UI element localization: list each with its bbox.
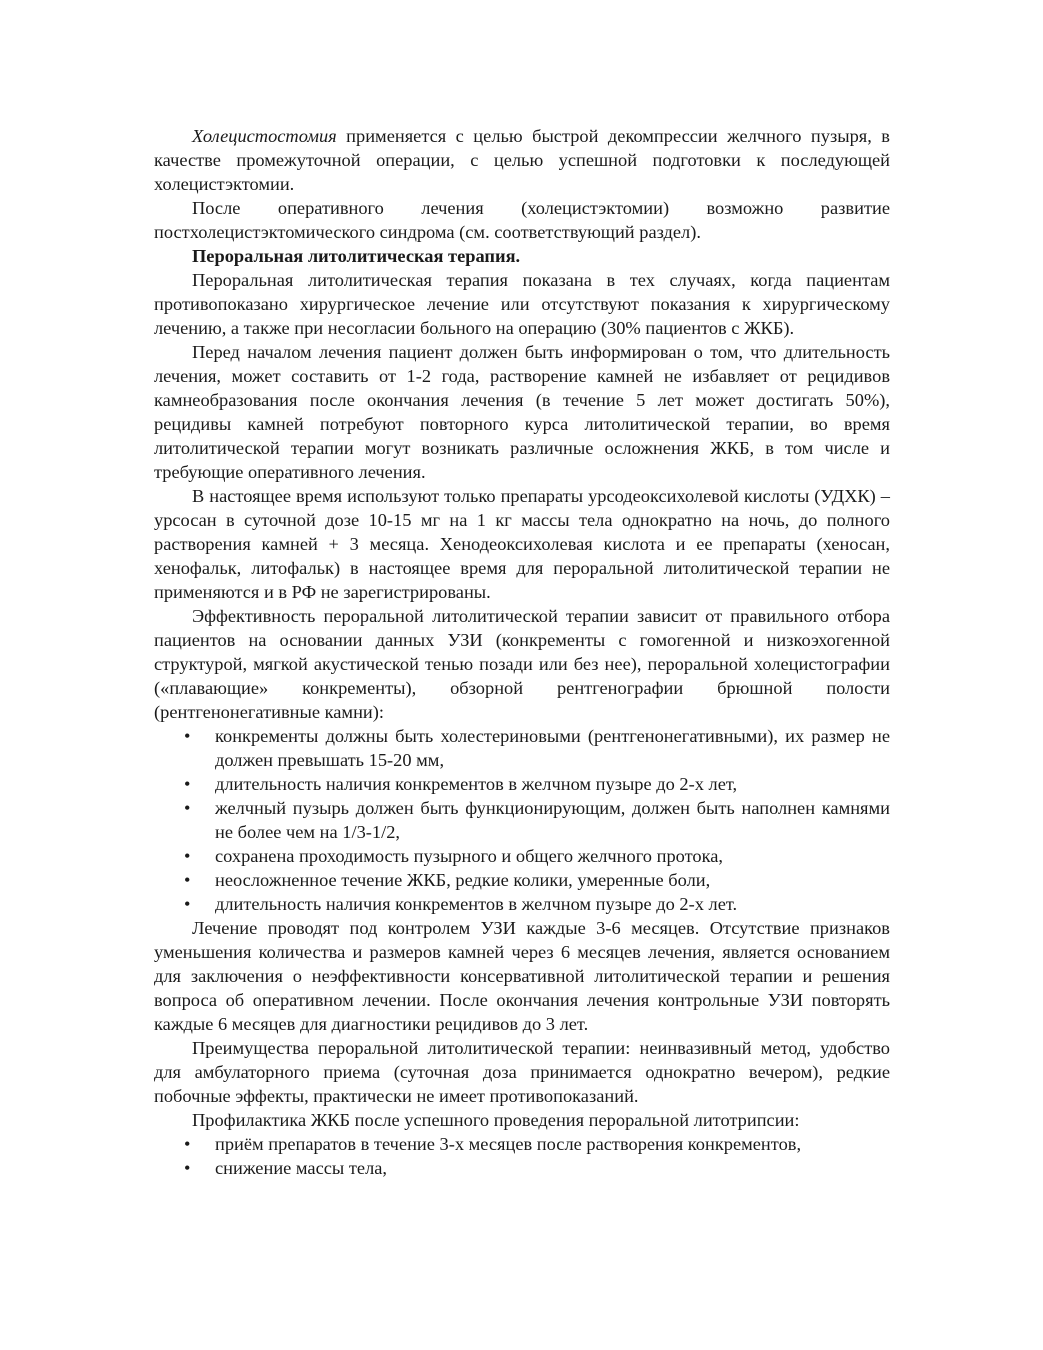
paragraph-postoperative: После оперативного лечения (холецистэктомии) возможно развитие постхолецистэктомического синдрома (см. соответствующий раздел). bbox=[154, 198, 890, 242]
list-item: • приём препаратов в течение 3-х месяцев после растворения конкрементов, bbox=[215, 1132, 890, 1156]
list-item: • сохранена проходимость пузырного и общего желчного протока, bbox=[215, 844, 890, 868]
paragraph-monitoring: Лечение проводят под контролем УЗИ каждые 3-6 месяцев. Отсутствие признаков уменьшения количества и размеров камней через 6 месяцев лечения, является основанием для заключения о неэффективности консервативной литолитической терапии и решения вопроса об оперативном лечении. После окончания лечения контрольные УЗИ повторять каждые 6 месяцев для диагностики рецидивов до 3 лет. bbox=[154, 918, 890, 1034]
paragraph-patient-information: Перед началом лечения пациент должен быть информирован о том, что длительность лечения, может составить от 1-2 года, растворение камней не избавляет от рецидивов камнеобразования после окончания лечения (в течение 5 лет может достигать 50%), рецидивы камней потребуют повторного курса литолитической терапии, во время литолитической терапии могут возникать различные осложнения ЖКБ, в том числе и требующие оперативного лечения. bbox=[154, 342, 890, 482]
prevention-list bbox=[154, 1132, 890, 1180]
paragraph-text: применяется с целью быстрой декомпрессии желчного пузыря, в качестве промежуточной операции, с целью успешной подготовки к последующей холецистэктомии. bbox=[154, 126, 890, 194]
list-item: • конкременты должны быть холестериновыми (рентгенонегативными), их размер не должен превышать 15-20 мм, bbox=[215, 724, 890, 772]
section-heading: Пероральная литолитическая терапия. bbox=[192, 246, 521, 266]
paragraph-cholecystostomy bbox=[154, 124, 890, 196]
paragraph-prevention: Профилактика ЖКБ после успешного проведения пероральной литотрипсии: bbox=[192, 1110, 800, 1130]
list-item: • длительность наличия конкрементов в желчном пузыре до 2-х лет. bbox=[215, 892, 890, 916]
list-item: • желчный пузырь должен быть функционирующим, должен быть наполнен камнями не более чем на 1/3-1/2, bbox=[215, 796, 890, 844]
paragraph-indications: Пероральная литолитическая терапия показана в тех случаях, когда пациентам противопоказано хирургическое лечение или отсутствуют показания к хирургическому лечению, а также при несогласии больного на операцию (30% пациентов с ЖКБ). bbox=[154, 270, 890, 338]
list-item: • неосложненное течение ЖКБ, редкие колики, умеренные боли, bbox=[215, 868, 890, 892]
paragraph-udca: В настоящее время используют только препараты урсодеоксихолевой кислоты (УДХК) – урсосан в суточной дозе 10-15 мг на 1 кг массы тела однократно на ночь, до полного растворения камней + 3 месяца. Хенодеоксихолевая кислота и ее препараты (хеносан, хенофальк, литофальк) в настоящее время для пероральной литолитической терапии не применяются и в РФ не зарегистрированы. bbox=[154, 486, 890, 602]
term-cholecystostomy: Холецистостомия bbox=[192, 126, 337, 146]
document-page bbox=[154, 124, 890, 1180]
criteria-list bbox=[154, 724, 890, 916]
list-item: • длительность наличия конкрементов в желчном пузыре до 2-х лет, bbox=[215, 772, 890, 796]
list-item: • снижение массы тела, bbox=[215, 1156, 890, 1180]
paragraph-efficacy: Эффективность пероральной литолитической терапии зависит от правильного отбора пациентов на основании данных УЗИ (конкременты с гомогенной и низкоэхогенной структурой, мягкой акустической тенью позади или без нее), пероральной холецистографии («плавающие» конкременты), обзорной рентгенографии брюшной полости (рентгенонегативные камни): bbox=[154, 606, 890, 722]
paragraph-advantages: Преимущества пероральной литолитической терапии: неинвазивный метод, удобство для амбулаторного приема (суточная доза принимается однократно вечером), редкие побочные эффекты, практически не имеет противопоказаний. bbox=[154, 1038, 890, 1106]
